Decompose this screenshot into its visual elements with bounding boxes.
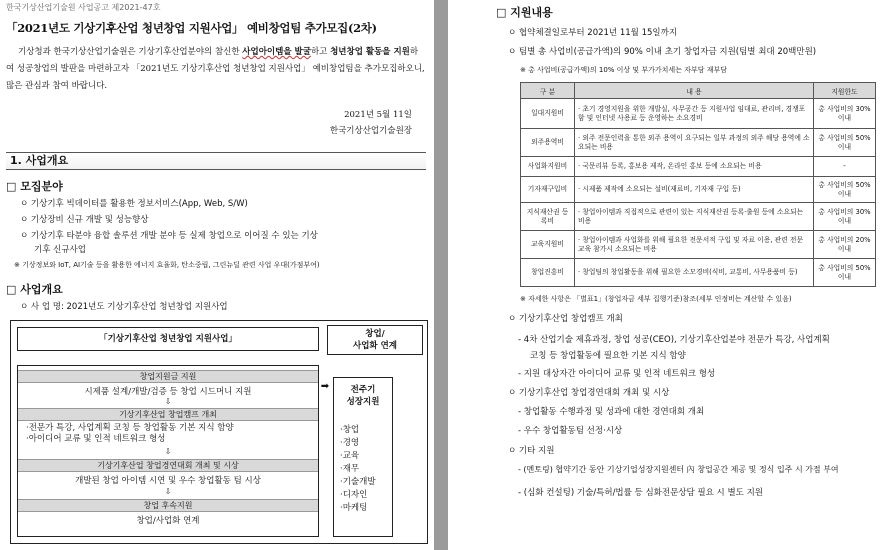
table-cell-content: · 초기 경영지원을 위한 개발실, 사무공간 등 지원사업 임대료, 관리비, 경쟁포함 및 인터넷 사용료 등 운영하는 소요경비 <box>575 99 814 129</box>
recruit-item-3-cont: 기후 신규사업 <box>34 245 86 255</box>
table-cell-content: · 창업팀의 창업활동을 위해 필요한 소모경비(식비, 교통비, 사무용품비 등) <box>575 259 814 287</box>
support-title <box>334 384 392 408</box>
step-4-head: 창업 후속지원 <box>18 499 318 512</box>
recruit-item-2: ㅇ 기상장비 신규 개발 및 성능향상 <box>20 215 149 225</box>
table-cell-limit: 총 사업비의 30% 이내 <box>814 203 876 231</box>
notice-title: 「2021년도 기상기후산업 청년창업 지원사업」 예비창업팀 추가모집(2차) <box>6 21 377 35</box>
recruit-item-1: ㅇ 기상기후 빅데이터를 활용한 정보서비스(App, Web, S/W) <box>20 199 248 209</box>
table-cell-category: 창업진흥비 <box>521 259 575 287</box>
table-header-category: 구 분 <box>521 83 575 99</box>
table-reference-note: ※ 자세한 사항은 「별표1」(창업자금 세부 집행기준)참조(세부 인정비는 계산할 수 있음) <box>520 295 792 303</box>
table-header-limit: 지원한도 <box>814 83 876 99</box>
support-title-line-1: 전주기 <box>350 385 376 395</box>
overview-heading: □ 사업개요 <box>6 283 63 296</box>
steps-box <box>17 365 319 537</box>
notice-number: 한국기상산업기술원 사업공고 제2021-47호 <box>6 3 161 12</box>
contest-detail-2: - 우수 창업활동팀 선정·시상 <box>518 426 623 436</box>
section-1-header: 1. 사업개요 <box>6 152 426 170</box>
support-title-line-2: 성장지원 <box>346 397 380 407</box>
table-cell-limit: 총 사업비의 50% 이내 <box>814 259 876 287</box>
support-item: ·교육 <box>340 451 360 461</box>
contest-detail-1: - 창업활동 수행과정 및 성과에 대한 경연대회 개최 <box>518 407 705 417</box>
support-period: ㅇ 협약체결일로부터 2021년 11월 15일까지 <box>508 28 678 38</box>
link-title-line-1: 창업/ <box>365 329 385 339</box>
table-row <box>521 129 876 157</box>
table-header-row <box>521 83 876 99</box>
other-support-heading: ㅇ 기타 지원 <box>508 446 555 456</box>
step-arrow-3: ⇩ <box>164 487 172 496</box>
document-page-right <box>448 0 891 550</box>
support-item: ·경영 <box>340 438 360 448</box>
intro-text-2: 하고 <box>310 47 331 57</box>
table-cell-content: · 국문리뷰 등록, 홍보용 제작, 온라인 홍보 등에 소요되는 비용 <box>575 157 814 177</box>
intro-bold-1: 사업아이템을 발굴 <box>242 47 311 57</box>
link-title-box <box>327 325 423 355</box>
page-gutter <box>434 0 448 550</box>
camp-detail-1-cont: 코칭 등 창업활동에 필요한 기본 지식 함양 <box>530 351 686 361</box>
overview-project-name: ㅇ 사 업 명: 2021년도 기상기후산업 청년창업 지원사업 <box>20 302 228 312</box>
program-structure-diagram <box>10 320 428 544</box>
camp-detail-2: - 지원 대상자간 아이디어 교류 및 인적 네트워크 형성 <box>518 369 716 379</box>
step-2-item-1: ·전문가 특강, 사업계획 코칭 등 창업활동 기본 지식 함양 <box>26 423 234 433</box>
support-cost-table <box>520 82 876 287</box>
table-row <box>521 259 876 287</box>
mentoring-detail: - (멘토링) 협약기간 동안 기상기업성장지원센터 內 창업공간 제공 및 정식 입주 시 가점 부여 <box>518 465 839 474</box>
support-item: ·마케팅 <box>340 503 368 513</box>
self-burden-note: ※ 총 사업비(공급가액)의 10% 이상 및 부가가치세는 자부담 재부담 <box>520 66 727 74</box>
table-cell-category: 지식재산권 등록비 <box>521 203 575 231</box>
table-row <box>521 99 876 129</box>
table-row <box>521 157 876 177</box>
table-header-content: 내 용 <box>575 83 814 99</box>
step-arrow-2: ⇩ <box>164 447 172 456</box>
step-arrow-1: ⇩ <box>164 397 172 406</box>
table-cell-content: · 창업아이템과 사업화를 위해 필요한 전문서적 구입 및 자료 이용, 관련 전문 교육 참가시 소요되는 비용 <box>575 231 814 259</box>
table-cell-content: · 시제품 제작에 소요되는 설비(재료비, 기자재 구입 등) <box>575 177 814 203</box>
contest-heading: ㅇ 기상기후산업 창업경연대회 개최 및 시상 <box>508 388 670 398</box>
recruit-note: ※ 기상정보와 IoT, AI기술 등을 활용한 에너지 효율화, 탄소중립, 그린뉴딜 관련 사업 우대(가점부여) <box>14 261 320 269</box>
support-content-heading: □ 지원내용 <box>496 6 553 19</box>
step-3-body: 개발된 창업 아이템 시연 및 우수 창업활동 팀 시상 <box>75 476 261 486</box>
table-row <box>521 203 876 231</box>
table-cell-limit: 총 사업비의 50% 이내 <box>814 129 876 157</box>
support-item: ·창업 <box>340 425 360 435</box>
support-box <box>333 377 393 537</box>
support-amount: ㅇ 팀별 총 사업비(공급가액)의 90% 이내 초기 창업자금 지원(팀별 최대 20백만원) <box>508 47 817 57</box>
step-3-head: 기상기후산업 창업경연대회 개최 및 시상 <box>18 459 318 472</box>
program-title-box: 「기상기후산업 청년창업 지원사업」 <box>17 327 319 351</box>
table-cell-category: 사업화지원비 <box>521 157 575 177</box>
intro-text-3: 하여 성공창업의 발판을 마련하고자 「2021년도 기상기후산업 청년창업 지원사업」 예비창업팀을 추가모집하오니, 많은 관심과 참여 바랍니다. <box>6 47 425 91</box>
support-item: ·디자인 <box>340 490 368 500</box>
camp-detail-1: - 4차 산업기술 제휴과정, 창업 성공(CEO), 기상기후산업분야 전문가 특강, 사업계획 <box>518 335 830 345</box>
step-4-body: 창업/사업화 연계 <box>136 516 200 526</box>
support-item: ·기술개발 <box>340 477 376 487</box>
table-row <box>521 231 876 259</box>
intro-bold-2: 청년창업 활동을 지원 <box>330 47 410 57</box>
side-arrow: ➡ <box>320 381 330 392</box>
step-2-head: 기상기후산업 창업캠프 개최 <box>18 408 318 421</box>
consulting-detail: - (심화 컨설팅) 기술/특허/법률 등 심화전문상담 필요 시 별도 지원 <box>518 488 764 498</box>
step-1-head: 창업지원금 지원 <box>18 370 318 383</box>
table-cell-category: 일대지원비 <box>521 99 575 129</box>
step-2-list <box>26 423 234 445</box>
issuing-organization: 한국기상산업기술원장 <box>329 126 412 136</box>
table-cell-content: · 외주 전문인력을 통한 외주 용역이 요구되는 일부 과정의 외주 해당 용역에 소요되는 비용 <box>575 129 814 157</box>
table-cell-limit: 총 사업비의 20% 이내 <box>814 231 876 259</box>
table-cell-limit: - <box>814 157 876 177</box>
support-items <box>340 424 376 515</box>
support-item: ·재무 <box>340 464 360 474</box>
recruit-item-3: ㅇ 기상기후 타분야 융합 솔루션 개발 분야 등 실제 창업으로 이어질 수 있는 기상 <box>20 231 318 241</box>
table-cell-limit: 총 사업비의 30% 이내 <box>814 99 876 129</box>
intro-text-1: 기상청과 한국기상산업기술원은 기상기후산업분야의 참신한 <box>18 47 243 57</box>
table-row <box>521 177 876 203</box>
table-cell-category: 외주용역비 <box>521 129 575 157</box>
step-2-item-2: ·아이디어 교류 및 인적 네트워크 형성 <box>26 434 166 444</box>
table-cell-category: 교육지원비 <box>521 231 575 259</box>
table-cell-content: · 창업아이템과 직접적으로 관련이 있는 지식재산권 등록·출원 등에 소요되는 비용 <box>575 203 814 231</box>
notice-date: 2021년 5월 11일 <box>344 110 412 120</box>
camp-heading: ㅇ 기상기후산업 창업캠프 개최 <box>508 314 623 324</box>
document-page-left <box>0 0 434 550</box>
intro-paragraph <box>6 44 426 95</box>
recruit-field-heading: □ 모집분야 <box>6 180 63 193</box>
link-title-line-2: 사업화 연계 <box>352 341 397 351</box>
step-1-body: 시제품 설계/개발/검증 등 창업 시드머니 지원 <box>84 387 252 397</box>
table-cell-category: 기자재구입비 <box>521 177 575 203</box>
table-cell-limit: 총 사업비의 50% 이내 <box>814 177 876 203</box>
